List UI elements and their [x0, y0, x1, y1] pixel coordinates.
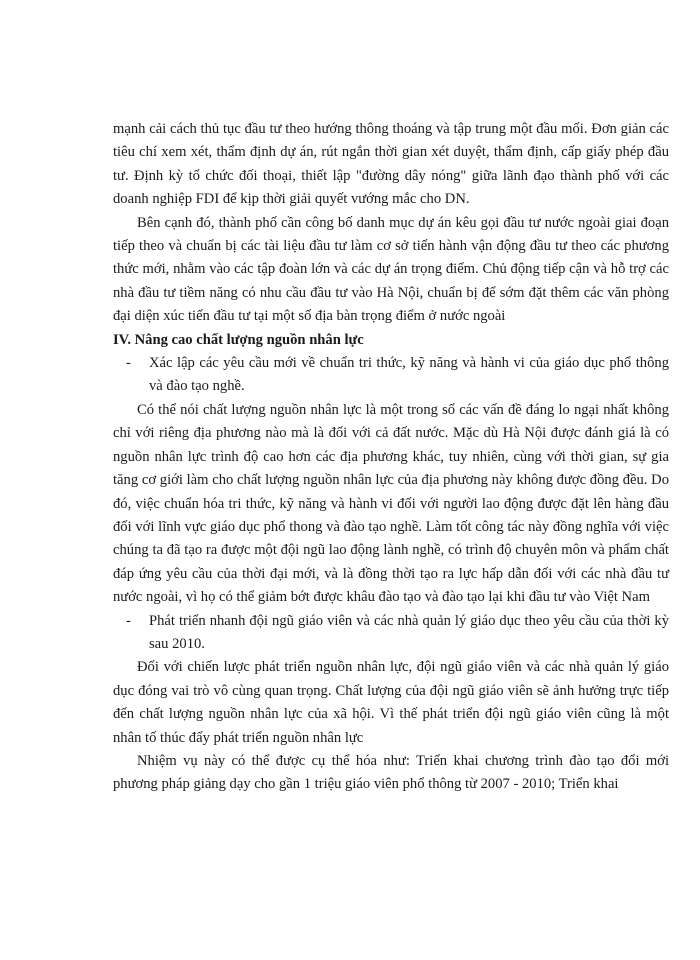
paragraph-tasks: Nhiệm vụ này có thể được cụ thể hóa như: Triển khai chương trình đào tạo đổi mới phương pháp giảng dạy cho gần 1 triệu giáo viên phổ thông từ 2007 - 2010; Triển khai — [113, 752, 669, 793]
paragraph-investment-reform: mạnh cải cách thủ tục đầu tư theo hướng thông thoáng và tập trung một đầu mối. Đơn giản các tiêu chí xem xét, thẩm định dự án, rút ngắn thời gian xét duyệt, thẩm định, cấp giấy phép đầu tư. Định kỳ tổ chức đối thoại, thiết lập "đường dây nóng" giữa lãnh đạo thành phố với các doanh nghiệp FDI để kịp thời giải quyết vướng mắc cho DN. — [113, 121, 669, 208]
paragraph-labor-quality: Có thể nói chất lượng nguồn nhân lực là một trong số các vấn đề đáng lo ngại nhất không chỉ với riêng địa phương nào mà là đối với cả đất nước. Mặc dù Hà Nội được đánh giá là có nguồn nhân lực trình độ cao hơn các địa phương khác, tuy nhiên, cùng với thời gian, sự gia tăng cơ giới làm cho chất lượng nguồn nhân lực của địa phương này không được đồng đều. Do đó, việc chuẩn hóa tri thức, kỹ năng và hành vi đối với người lao động được đặt lên hàng đầu đối với lĩnh vực giáo dục phổ thong và đào tạo nghề. Làm tốt công tác này đồng nghĩa với việc chúng ta đã tạo ra được một đội ngũ lao động lành nghề, có trình độ chuyên môn và phẩm chất đáp ứng yêu cầu của thời đại mới, và là đồng thời tạo ra lực hấp dẫn đối với các nhà đầu tư nước ngoài, vì họ có thể giảm bớt được khâu đào tạo và đào tạo lại khi đầu tư vào Việt Nam — [113, 401, 669, 606]
document-body — [113, 118, 669, 797]
bullet-item-teacher-development — [113, 610, 669, 657]
bullet-dash: - — [126, 612, 131, 629]
bullet-item-knowledge-standards — [113, 352, 669, 399]
paragraph-investment-promotion: Bên cạnh đó, thành phố cần công bố danh mục dự án kêu gọi đầu tư nước ngoài giai đoạn tiếp theo và chuẩn bị các tài liệu đầu tư làm cơ sở tiến hành vận động đầu tư theo các phương thức mới, nhằm vào các tập đoàn lớn và các dự án trọng điểm. Chủ động tiếp cận và hỗ trợ các nhà đầu tư tiềm năng có nhu cầu đầu tư vào Hà Nội, chuẩn bị để sớm đặt thêm các văn phòng đại diện xúc tiến đầu tư tại một số địa bàn trọng điểm ở nước ngoài — [113, 214, 669, 325]
section-heading-iv: IV. Nâng cao chất lượng nguồn nhân lực — [113, 331, 364, 348]
bullet-text: Xác lập các yêu cầu mới về chuẩn tri thức, kỹ năng và hành vi của giáo dục phổ thông và đào tạo nghề. — [149, 355, 669, 395]
bullet-text: Phát triển nhanh đội ngũ giáo viên và các nhà quản lý giáo dục theo yêu cầu của thời kỳ sau 2010. — [149, 612, 669, 652]
bullet-dash: - — [126, 355, 131, 372]
paragraph-teacher-role: Đối với chiến lược phát triển nguồn nhân lực, đội ngũ giáo viên và các nhà quản lý giáo dục đóng vai trò vô cùng quan trọng. Chất lượng của đội ngũ giáo viên sẽ ảnh hưởng trực tiếp đến chất lượng nguồn nhân lực của xã hội. Vì thế phát triển đội ngũ giáo viên cũng là một nhân tố thúc đẩy phát triển nguồn nhân lực — [113, 659, 669, 746]
